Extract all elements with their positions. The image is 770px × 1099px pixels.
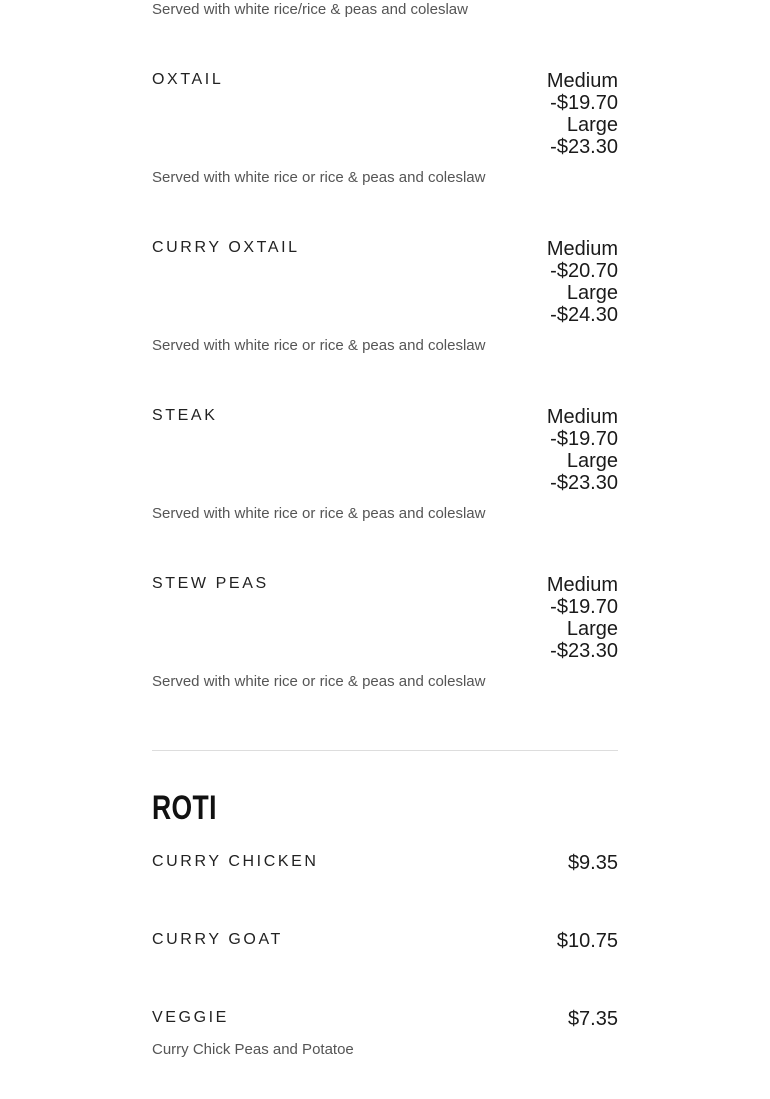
price-value: -$23.30 [550,472,618,494]
section-divider [152,750,618,751]
item-name: STEW PEAS [152,575,269,592]
item-price: $10.75 [556,930,618,952]
section-title-roti: ROTI [152,789,217,827]
price-size-label: Medium [546,238,618,260]
price-size-label: Large [566,282,618,304]
item-name: CURRY CHICKEN [152,853,319,870]
item-description: Served with white rice/rice & peas and coleslaw [152,1,468,18]
item-price [488,406,618,494]
price-value: -$19.70 [550,596,618,618]
item-price [488,70,618,158]
item-name: CURRY OXTAIL [152,239,300,256]
price-size-label: Large [566,618,618,640]
price-value: -$19.70 [550,92,618,114]
item-name: CURRY GOAT [152,931,283,948]
item-price [488,574,618,662]
item-description: Curry Chick Peas and Potatoe [152,1041,354,1058]
price-size-label: Medium [546,574,618,596]
price-size-label: Medium [546,406,618,428]
price-value: -$19.70 [550,428,618,450]
item-name: VEGGIE [152,1009,229,1026]
item-price: $9.35 [567,852,618,874]
price-value: -$24.30 [550,304,618,326]
item-price [488,238,618,326]
price-value: -$20.70 [550,260,618,282]
item-price: $7.35 [567,1008,618,1030]
price-value: -$23.30 [550,136,618,158]
item-description: Served with white rice or rice & peas and coleslaw [152,169,486,186]
item-name: STEAK [152,407,218,424]
item-name: OXTAIL [152,71,224,88]
item-description: Served with white rice or rice & peas and coleslaw [152,505,486,522]
price-size-label: Medium [546,70,618,92]
price-value: -$23.30 [550,640,618,662]
price-size-label: Large [566,450,618,472]
item-description: Served with white rice or rice & peas and coleslaw [152,337,486,354]
item-description: Served with white rice or rice & peas and coleslaw [152,673,486,690]
price-size-label: Large [566,114,618,136]
